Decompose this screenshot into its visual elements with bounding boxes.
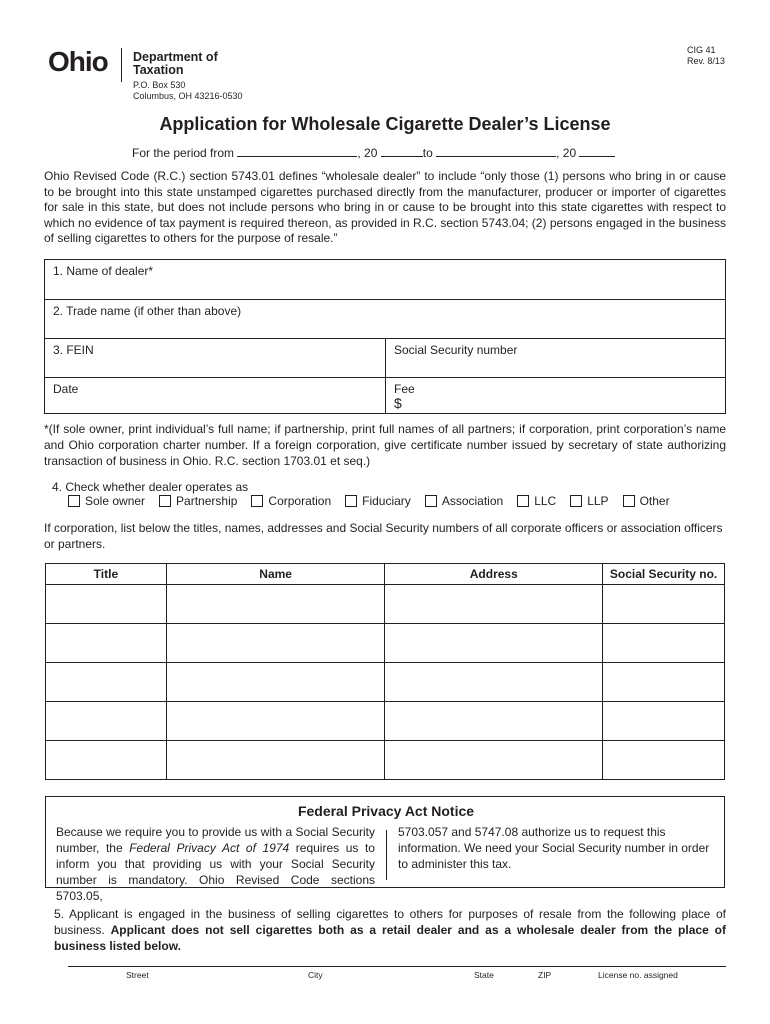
period-to-field[interactable] bbox=[436, 146, 556, 157]
ssn-field[interactable] bbox=[385, 338, 726, 378]
form-revision: Rev. 8/13 bbox=[687, 56, 725, 66]
department-name bbox=[133, 51, 223, 77]
checkbox[interactable] bbox=[251, 495, 263, 507]
logo-divider bbox=[121, 48, 122, 82]
address-cell[interactable] bbox=[385, 702, 603, 741]
name-cell[interactable] bbox=[166, 663, 385, 702]
name-cell[interactable] bbox=[166, 585, 385, 624]
title-cell[interactable] bbox=[46, 663, 167, 702]
table-row bbox=[46, 663, 725, 702]
ohio-logo: Ohio bbox=[48, 46, 108, 77]
date-label: Date bbox=[53, 382, 79, 396]
option-other[interactable]: Other bbox=[623, 494, 670, 508]
trade-name-field[interactable] bbox=[44, 299, 726, 339]
trade-name-label: 2. Trade name (if other than above) bbox=[53, 304, 242, 318]
business-address-line[interactable] bbox=[68, 966, 726, 967]
ssn-cell[interactable] bbox=[603, 585, 725, 624]
state-label: State bbox=[474, 970, 494, 980]
officers-table bbox=[45, 563, 725, 780]
operates-as-label: 4. Check whether dealer operates as bbox=[52, 480, 249, 494]
fee-field[interactable] bbox=[385, 377, 726, 414]
fee-dollar-sign: $ bbox=[394, 395, 402, 411]
table-row bbox=[46, 624, 725, 663]
corporation-note: If corporation, list below the titles, names, addresses and Social Security numbers of all corporate officers or association officers or partners. bbox=[44, 521, 723, 551]
option-association[interactable]: Association bbox=[425, 494, 503, 508]
name-of-dealer-label: 1. Name of dealer* bbox=[53, 264, 154, 278]
title-cell[interactable] bbox=[46, 585, 167, 624]
title-cell[interactable] bbox=[46, 624, 167, 663]
date-field[interactable] bbox=[44, 377, 386, 414]
dealer-info-box bbox=[44, 259, 726, 414]
checkbox[interactable] bbox=[570, 495, 582, 507]
checkbox[interactable] bbox=[517, 495, 529, 507]
column-header-address: Address bbox=[385, 564, 603, 585]
checkbox[interactable] bbox=[159, 495, 171, 507]
operates-as-options bbox=[68, 494, 684, 508]
period-label: For the period from bbox=[132, 146, 235, 160]
ssn-cell[interactable] bbox=[603, 702, 725, 741]
city-label: City bbox=[308, 970, 323, 980]
table-header-row bbox=[46, 564, 725, 585]
table-row bbox=[46, 585, 725, 624]
address-cell[interactable] bbox=[385, 663, 603, 702]
period-to: to bbox=[422, 146, 433, 160]
privacy-divider bbox=[386, 830, 387, 880]
fein-label: 3. FEIN bbox=[53, 343, 94, 357]
period-to-year-field[interactable] bbox=[579, 146, 615, 157]
department-address bbox=[133, 80, 243, 102]
period-from-year-field[interactable] bbox=[381, 146, 423, 157]
department-line2: Taxation bbox=[133, 63, 184, 77]
address-cell[interactable] bbox=[385, 585, 603, 624]
table-row bbox=[46, 741, 725, 780]
fee-label: Fee bbox=[394, 382, 415, 396]
option-llc[interactable]: LLC bbox=[517, 494, 556, 508]
option-partnership[interactable]: Partnership bbox=[159, 494, 237, 508]
privacy-notice-left: Because we require you to provide us with a Social Security number, the Federal Privacy Act of 1974 requires us to inform you that providing us with your Social Security number is mandatory. Ohio Revised Code sections 5703.05, bbox=[56, 825, 375, 903]
privacy-notice-title: Federal Privacy Act Notice bbox=[297, 803, 475, 819]
place-of-business-statement: 5. Applicant is engaged in the business of selling cigarettes to others for purposes of resale from the following place of business. Applicant does not sell cigarettes both as a retail dealer and as a wholesale dealer from the place of business listed below. bbox=[54, 907, 726, 953]
address-cell[interactable] bbox=[385, 741, 603, 780]
privacy-notice-right: 5703.057 and 5747.08 authorize us to request this information. We need your Social Security number in order to administer this tax. bbox=[398, 825, 710, 871]
name-cell[interactable] bbox=[166, 702, 385, 741]
privacy-notice-box bbox=[45, 796, 725, 903]
address-line1: P.O. Box 530 bbox=[133, 80, 186, 90]
intro-paragraph: Ohio Revised Code (R.C.) section 5743.01 defines “wholesale dealer” to include “only those (1) persons who bring in or cause to be brought into this state unstamped cigarettes purchased directly from the manufacturer, producer or importer of cigarettes for sale in this state, but does not include persons who bring in or cause to be brought into this state cigarettes with respect to which no evidence of tax payment is required thereon, as provided in R.C. section 5743.04; (2) persons engaged in the business of selling cigarettes to others for the purpose of resale.” bbox=[44, 169, 726, 245]
street-label: Street bbox=[126, 970, 149, 980]
checkbox[interactable] bbox=[425, 495, 437, 507]
table-row bbox=[46, 702, 725, 741]
fein-field[interactable] bbox=[44, 338, 386, 378]
title-cell[interactable] bbox=[46, 702, 167, 741]
page-title: Application for Wholesale Cigarette Dealer’s License bbox=[159, 114, 611, 134]
address-cell[interactable] bbox=[385, 624, 603, 663]
form-number-block bbox=[687, 45, 725, 67]
option-sole-owner[interactable]: Sole owner bbox=[68, 494, 145, 508]
column-header-ssn: Social Security no. bbox=[603, 564, 725, 585]
column-header-name: Name bbox=[166, 564, 385, 585]
name-of-dealer-field[interactable] bbox=[44, 259, 726, 300]
option-llp[interactable]: LLP bbox=[570, 494, 608, 508]
checkbox[interactable] bbox=[623, 495, 635, 507]
ssn-cell[interactable] bbox=[603, 624, 725, 663]
license-label: License no. assigned bbox=[598, 970, 678, 980]
form-number: CIG 41 bbox=[687, 45, 716, 55]
period-from-field[interactable] bbox=[237, 146, 357, 157]
option-corporation[interactable]: Corporation bbox=[251, 494, 331, 508]
period-comma20a: , 20 bbox=[357, 146, 378, 160]
checkbox[interactable] bbox=[68, 495, 80, 507]
option-fiduciary[interactable]: Fiduciary bbox=[345, 494, 411, 508]
ssn-cell[interactable] bbox=[603, 741, 725, 780]
column-header-title: Title bbox=[46, 564, 167, 585]
name-cell[interactable] bbox=[166, 741, 385, 780]
period-line bbox=[132, 146, 615, 160]
dealer-name-footnote: *(If sole owner, print individual’s full name; if partnership, print full names of all partners; if corporation, print corporation’s name and Ohio corporation charter number. If a foreign corporation, give certificate number issued by secretary of state authorizing transaction of business in Ohio. R.C. section 1703.01 et seq.) bbox=[44, 422, 726, 468]
zip-label: ZIP bbox=[538, 970, 552, 980]
checkbox[interactable] bbox=[345, 495, 357, 507]
department-line1: Department of bbox=[133, 50, 218, 64]
period-comma20b: , 20 bbox=[556, 146, 577, 160]
name-cell[interactable] bbox=[166, 624, 385, 663]
address-line2: Columbus, OH 43216-0530 bbox=[133, 91, 243, 101]
title-cell[interactable] bbox=[46, 741, 167, 780]
ssn-label: Social Security number bbox=[394, 343, 518, 357]
ssn-cell[interactable] bbox=[603, 663, 725, 702]
